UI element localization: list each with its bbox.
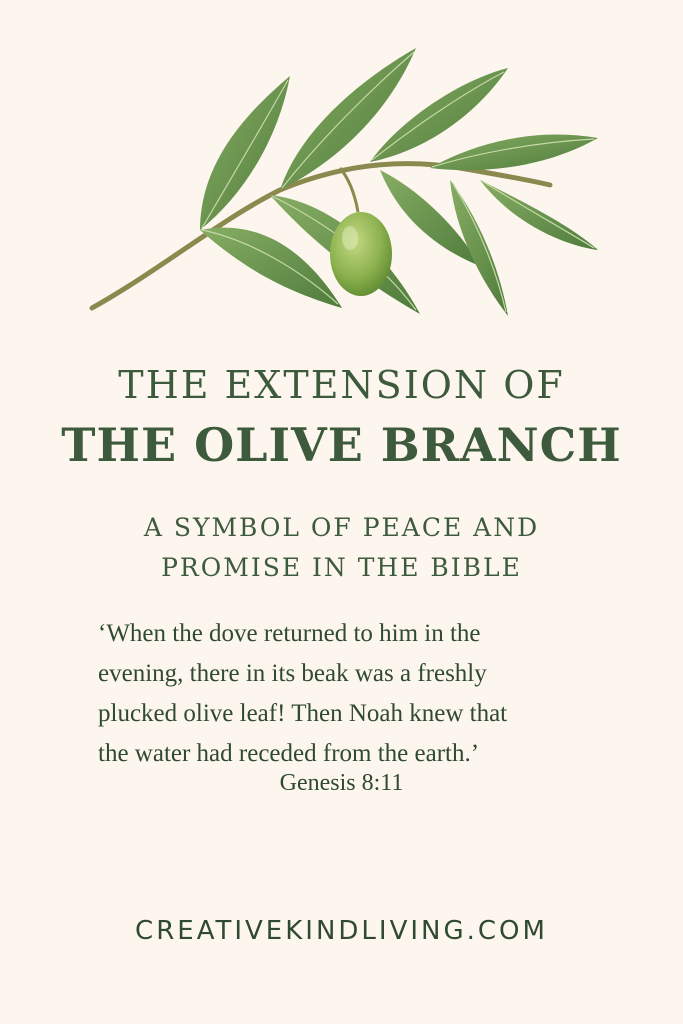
website-url: CREATIVEKINDLIVING.COM: [135, 916, 548, 946]
subtitle-line-1: A SYMBOL OF PEACE AND: [143, 513, 540, 542]
olive-branch-icon: [80, 40, 610, 330]
title-line-2: THE OLIVE BRANCH: [61, 418, 622, 472]
scripture-quote: [98, 614, 618, 774]
scripture-citation: Genesis 8:11: [279, 770, 404, 796]
olive: [330, 212, 392, 296]
quote-line: the water had receded from the earth.’: [98, 740, 480, 767]
subtitle-line-2: PROMISE IN THE BIBLE: [161, 553, 522, 582]
quote-line: ‘When the dove returned to him in the: [98, 620, 481, 647]
leaf: [430, 135, 598, 171]
title-line-1: THE EXTENSION OF: [118, 363, 565, 407]
page-title: [0, 357, 683, 477]
quote-line: evening, there in its beak was a freshly: [98, 660, 487, 687]
quote-line: plucked olive leaf! Then Noah knew that: [98, 700, 508, 727]
subtitle: [0, 508, 683, 588]
